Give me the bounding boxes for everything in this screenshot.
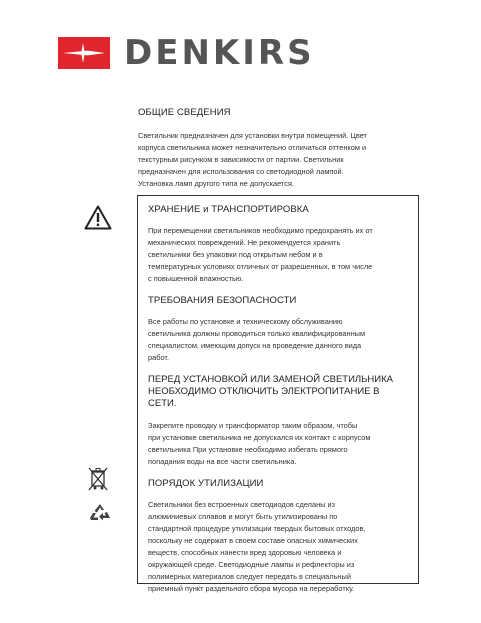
storage-title: ХРАНЕНИЕ и ТРАНСПОРТИРОВКА	[148, 204, 309, 215]
safety-title: ТРЕБОВАНИЯ БЕЗОПАСНОСТИ	[148, 295, 297, 306]
warning-section	[148, 374, 408, 468]
safety-section	[148, 295, 408, 364]
general-section	[138, 107, 398, 190]
disposal-section	[148, 478, 408, 595]
general-title: ОБЩИЕ СВЕДЕНИЯ	[138, 107, 231, 118]
instructions-box	[137, 195, 419, 593]
brand-name: DENKIRS	[124, 33, 315, 73]
disposal-text: Светильники без встроенных светодиодов сделаны из алюминиевых сплавов и могут быть утилизированы по стандартной процедуре утилизации твердых бытовых отходов, поскольку не содержат в своем составе опасных химических веществ, способных нанести вред здоровью человека и окружающей среде. Светодиодные лампы и рефлекторы из полимерных материалов следует передать в специальный приемный пункт раздельного сбора мусора на переработку.	[148, 500, 366, 593]
brand-header	[58, 33, 315, 73]
crossed-bin-icon	[87, 466, 109, 497]
disposal-title: ПОРЯДОК УТИЛИЗАЦИИ	[148, 478, 264, 489]
warning-title: ПЕРЕД УСТАНОВКОЙ ИЛИ ЗАМЕНОЙ СВЕТИЛЬНИКА НЕОБХОДИМО ОТКЛЮЧИТЬ ЭЛЕКТРОПИТАНИЕ В СЕТИ.	[148, 374, 393, 409]
recycle-icon	[89, 502, 111, 527]
storage-section	[148, 204, 408, 285]
logo-icon	[58, 37, 110, 69]
safety-text: Все работы по установке и техническому обслуживанию светильника должны проводиться только квалифицированным специалистом, имеющим допуск на проведение данного вида работ.	[148, 317, 366, 362]
warning-triangle-icon	[84, 205, 112, 235]
warning-text: Закрепите проводку и трансформатор таким образом, чтобы при установке светильника не допускался их контакт с корпусом светильника При установке необходимо избегать прямого попадания воды на все части светильника.	[148, 421, 371, 466]
storage-text: При перемещении светильников необходимо предохранять их от механических повреждений. Не рекомендуется хранить светильники без упаковки под открытым небом и в температурных условиях отличных от разрешенных, в том числе с повышенной влажностью.	[148, 226, 373, 283]
general-text: Светильник предназначен для установки внутри помещений. Цвет корпуса светильника может незначительно отличаться оттенком и текстурным рисунком в зависимости от партии. Светильник предназначен для использования со светодиодной лампой. Установка ламп другого типа не допускается.	[138, 131, 367, 188]
